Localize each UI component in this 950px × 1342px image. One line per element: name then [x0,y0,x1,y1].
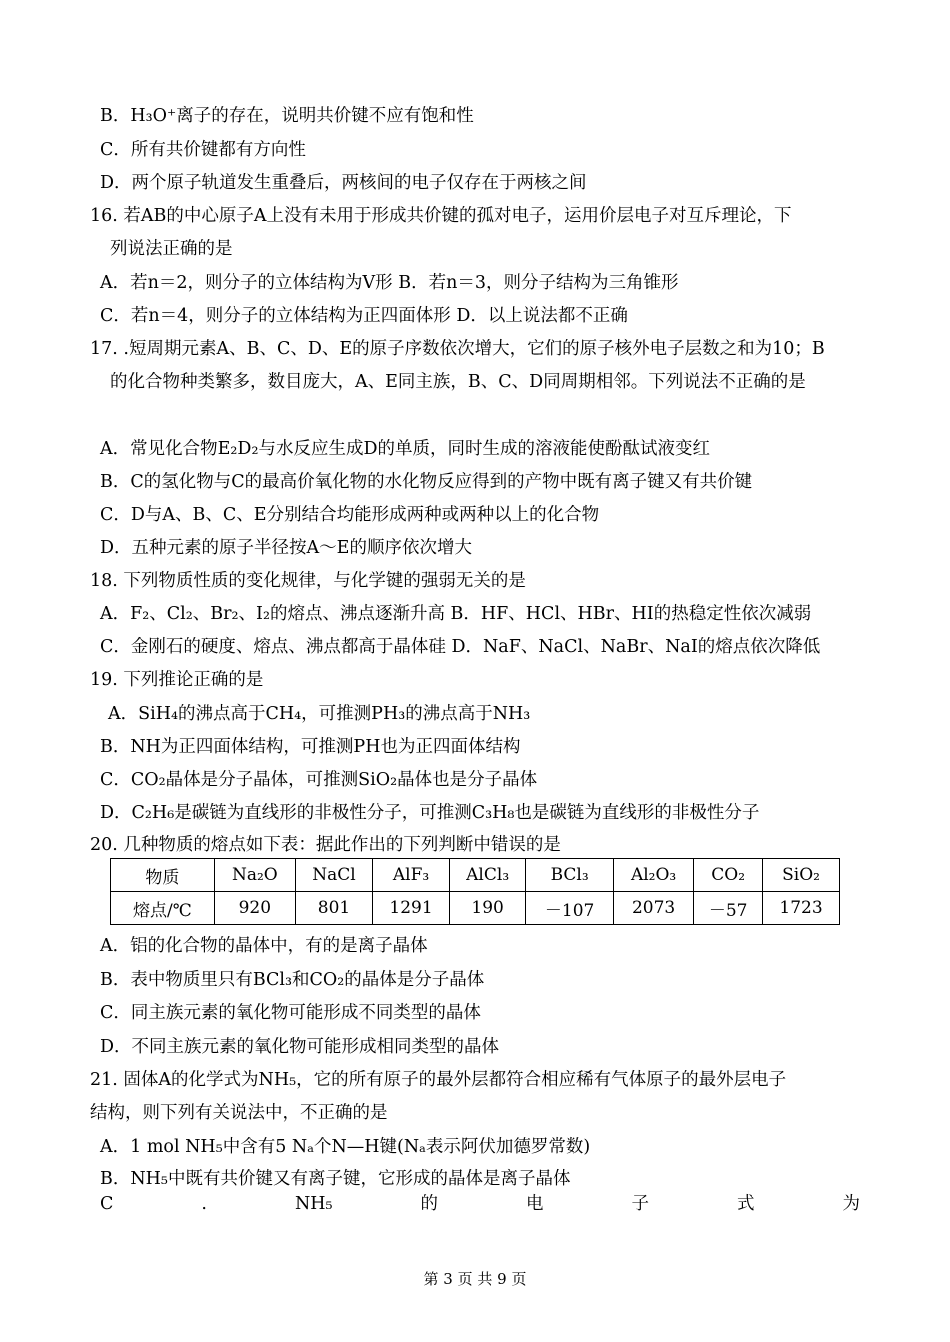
q16-options-cd: C．若n＝4，则分子的立体结构为正四面体形 D．以上说法都不正确 [100,306,628,326]
table-cell: NaCl [295,859,372,892]
table-cell: －57 [694,892,763,925]
q19-option-a: A．SiH₄的沸点高于CH₄，可推测PH₃的沸点高于NH₃ [108,704,531,724]
table-cell: 801 [295,892,372,925]
q17-stem-line1: 17. .短周期元素A、B、C、D、E的原子序数依次增大，它们的原子核外电子层数之和为10；B [90,339,825,359]
table-cell: AlF₃ [373,859,450,892]
q20-option-d: D．不同主族元素的氧化物可能形成相同类型的晶体 [100,1037,500,1057]
q17-option-c: C．D与A、B、C、E分别结合均能形成两种或两种以上的化合物 [100,505,600,525]
q19-option-d: D．C₂H₆是碳链为直线形的非极性分子，可推测C₃H₈也是碳链为直线形的非极性分子 [100,803,760,823]
q19-option-c: C．CO₂晶体是分子晶体，可推测SiO₂晶体也是分子晶体 [100,770,538,790]
spread-token: 式 [736,1194,755,1214]
spread-token: 电 [526,1194,544,1214]
q15-option-c: C．所有共价键都有方向性 [100,140,306,160]
spread-token: 子 [631,1194,649,1214]
q20-stem: 20. 几种物质的熔点如下表：据此作出的下列判断中错误的是 [90,835,561,855]
table-cell: BCl₃ [526,859,614,892]
q17-stem-line2: 的化合物种类繁多，数目庞大，A、E同主族，B、C、D同周期相邻。下列说法不正确的是 [110,372,806,392]
q20-option-b: B．表中物质里只有BCl₃和CO₂的晶体是分子晶体 [100,970,485,990]
table-row [111,892,840,925]
q18-options-cd: C．金刚石的硬度、熔点、沸点都高于晶体硅 D．NaF、NaCl、NaBr、NaI的熔点依次降低 [100,637,821,657]
q15-option-d: D．两个原子轨道发生重叠后，两核间的电子仅存在于两核之间 [100,173,587,193]
melting-point-table [110,858,840,925]
q21-option-b: B．NH₅中既有共价键又有离子键，它形成的晶体是离子晶体 [100,1169,571,1189]
spread-token: 为 [842,1194,860,1214]
spread-token: NH₅ [294,1194,333,1214]
q17-option-a: A．常见化合物E₂D₂与水反应生成D的单质，同时生成的溶液能使酚酞试液变红 [100,439,711,459]
q16-stem-line1: 16. 若AB的中心原子A上没有未用于形成共价键的孤对电子，运用价层电子对互斥理论，下 [90,206,792,226]
table-cell: 物质 [111,859,215,892]
q17-option-d: D．五种元素的原子半径按A～E的顺序依次增大 [100,538,472,558]
q15-option-b: B．H₃O⁺离子的存在，说明共价键不应有饱和性 [100,106,474,126]
q21-stem-line2: 结构，则下列有关说法中，不正确的是 [90,1103,388,1123]
q21-option-c-spread [100,1192,860,1216]
q16-stem-line2: 列说法正确的是 [110,239,233,259]
q18-options-ab: A．F₂、Cl₂、Br₂、I₂的熔点、沸点逐渐升高 B．HF、HCl、HBr、HI的热稳定性依次减弱 [100,604,812,624]
spread-token: 的 [420,1194,439,1214]
table-cell: 1291 [373,892,450,925]
q19-option-b: B．NH为正四面体结构，可推测PH也为正四面体结构 [100,737,521,757]
table-cell: 920 [214,892,295,925]
q20-option-a: A．铝的化合物的晶体中，有的是离子晶体 [100,936,428,956]
table-cell: 2073 [613,892,693,925]
q18-stem: 18. 下列物质性质的变化规律，与化学键的强弱无关的是 [90,571,526,591]
q20-option-c: C．同主族元素的氧化物可能形成不同类型的晶体 [100,1003,481,1023]
q16-options-ab: A．若n＝2，则分子的立体结构为V形 B．若n＝3，则分子结构为三角锥形 [100,273,679,293]
page-footer: 第 3 页 共 9 页 [423,1270,527,1288]
q17-option-b: B．C的氢化物与C的最高价氧化物的水化物反应得到的产物中既有离子键又有共价键 [100,472,753,492]
q21-stem-line1: 21. 固体A的化学式为NH₅，它的所有原子的最外层都符合相应稀有气体原子的最外层电子 [90,1070,787,1090]
table-cell: Na₂O [214,859,295,892]
table-cell: SiO₂ [763,859,840,892]
table-cell: AlCl₃ [449,859,525,892]
table-header-row [111,859,840,892]
spread-token: C [100,1194,114,1214]
table-cell: CO₂ [694,859,763,892]
table-cell: －107 [526,892,614,925]
table-cell: 1723 [763,892,840,925]
spread-token: . [201,1194,207,1214]
q19-stem: 19. 下列推论正确的是 [90,670,264,690]
table-cell: Al₂O₃ [613,859,693,892]
table-cell: 熔点/℃ [111,892,215,925]
q21-option-a: A．1 mol NH₅中含有5 Nₐ个N—H键(Nₐ表示阿伏加德罗常数) [100,1137,591,1157]
table-cell: 190 [449,892,525,925]
